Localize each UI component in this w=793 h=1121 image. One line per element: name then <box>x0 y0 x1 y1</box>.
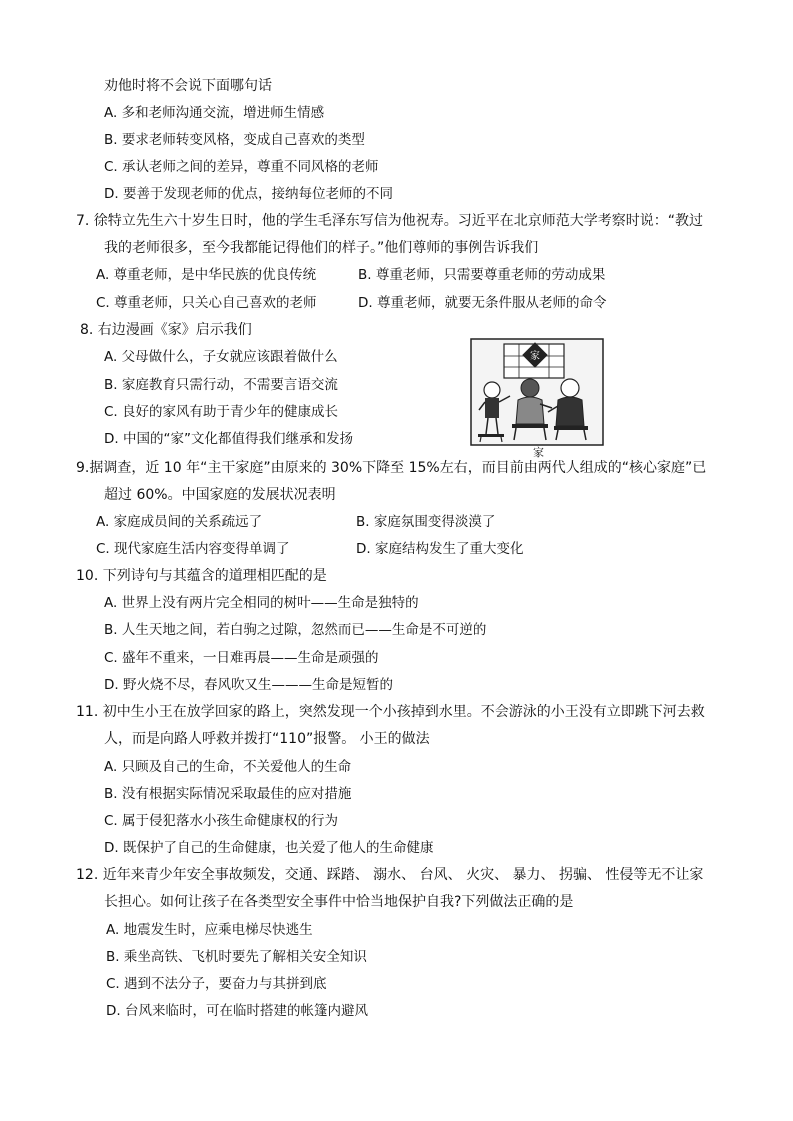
q11-option-a: A. 只顾及自己的生命，不关爱他人的生命 <box>104 759 352 775</box>
q7-option-d: D. 尊重老师，就要无条件服从老师的命令 <box>358 295 607 311</box>
q10-option-a: A. 世界上没有两片完全相同的树叶——生命是独特的 <box>104 595 419 611</box>
q8-stem: 8. 右边漫画《家》启示我们 <box>80 322 252 338</box>
q7-option-c: C. 尊重老师，只关心自己喜欢的老师 <box>96 295 317 311</box>
q6-option-c: C. 承认老师之间的差异，尊重不同风格的老师 <box>104 159 379 175</box>
q6-option-a: A. 多和老师沟通交流，增进师生情感 <box>104 105 325 121</box>
q12-stem-line2: 长担心。如何让孩子在各类型安全事件中恰当地保护自我?下列做法正确的是 <box>104 894 574 910</box>
q12-option-d: D. 台风来临时，可在临时搭建的帐篷内避风 <box>106 1003 368 1019</box>
family-cartoon-image <box>470 338 604 446</box>
q12-option-b: B. 乘坐高铁、飞机时要先了解相关安全知识 <box>106 949 367 965</box>
q6-stem: 劝他时将不会说下面哪句话 <box>104 78 272 94</box>
q8-option-a: A. 父母做什么，子女就应该跟着做什么 <box>104 349 338 365</box>
q7-stem-line1: 7. 徐特立先生六十岁生日时，他的学生毛泽东写信为他祝寿。习近平在北京师范大学考察时说：“教过 <box>76 213 704 229</box>
q11-option-c: C. 属于侵犯落水小孩生命健康权的行为 <box>104 813 339 829</box>
q9-stem-line1: 9.据调查，近 10 年“主干家庭”由原来的 30%下降至 15%左右，而目前由两代人组成的“核心家庭”已 <box>76 460 707 476</box>
q12-option-a: A. 地震发生时，应乘电梯尽快逃生 <box>106 922 313 938</box>
cartoon-sign-text: 家 <box>530 351 540 362</box>
q8-option-c: C. 良好的家风有助于青少年的健康成长 <box>104 404 339 420</box>
q9-stem-line2: 超过 60%。中国家庭的发展状况表明 <box>104 487 336 503</box>
q6-option-b: B. 要求老师转变风格，变成自己喜欢的类型 <box>104 132 365 148</box>
q12-stem-line1: 12. 近年来青少年安全事故频发，交通、踩踏、 溺水、 台风、 火灾、 暴力、 拐骗、 性侵等无不让家 <box>76 867 704 883</box>
q9-option-a: A. 家庭成员间的关系疏远了 <box>96 514 263 530</box>
q10-option-d: D. 野火烧不尽，春风吹又生———生命是短暂的 <box>104 677 393 693</box>
q11-stem-line2: 人，而是向路人呼救并拨打“110”报警。 小王的做法 <box>104 731 430 747</box>
q8-option-b: B. 家庭教育只需行动，不需要言语交流 <box>104 377 338 393</box>
q11-option-d: D. 既保护了自己的生命健康，也关爱了他人的生命健康 <box>104 840 434 856</box>
q7-stem-line2: 我的老师很多，至今我都能记得他们的样子。”他们尊师的事例告诉我们 <box>104 240 539 256</box>
q10-option-c: C. 盛年不重来，一日难再晨——生命是顽强的 <box>104 650 379 666</box>
q8-option-d: D. 中国的“家”文化都值得我们继承和发扬 <box>104 431 353 447</box>
q12-option-c: C. 遇到不法分子，要奋力与其拼到底 <box>106 976 327 992</box>
q10-stem: 10. 下列诗句与其蕴含的道理相匹配的是 <box>76 568 327 584</box>
q9-option-d: D. 家庭结构发生了重大变化 <box>356 541 524 557</box>
q9-option-c: C. 现代家庭生活内容变得单调了 <box>96 541 290 557</box>
q11-stem-line1: 11. 初中生小王在放学回家的路上，突然发现一个小孩掉到水里。不会游泳的小王没有立即跳下河去救 <box>76 704 705 720</box>
q10-option-b: B. 人生天地之间，若白驹之过隙，忽然而已——生命是不可逆的 <box>104 622 487 638</box>
cartoon-caption: 家 <box>533 446 544 459</box>
q7-option-a: A. 尊重老师，是中华民族的优良传统 <box>96 267 317 283</box>
q11-option-b: B. 没有根据实际情况采取最佳的应对措施 <box>104 786 352 802</box>
q6-option-d: D. 要善于发现老师的优点，接纳每位老师的不同 <box>104 186 393 202</box>
q7-option-b: B. 尊重老师，只需要尊重老师的劳动成果 <box>358 267 606 283</box>
q9-option-b: B. 家庭氛围变得淡漠了 <box>356 514 496 530</box>
